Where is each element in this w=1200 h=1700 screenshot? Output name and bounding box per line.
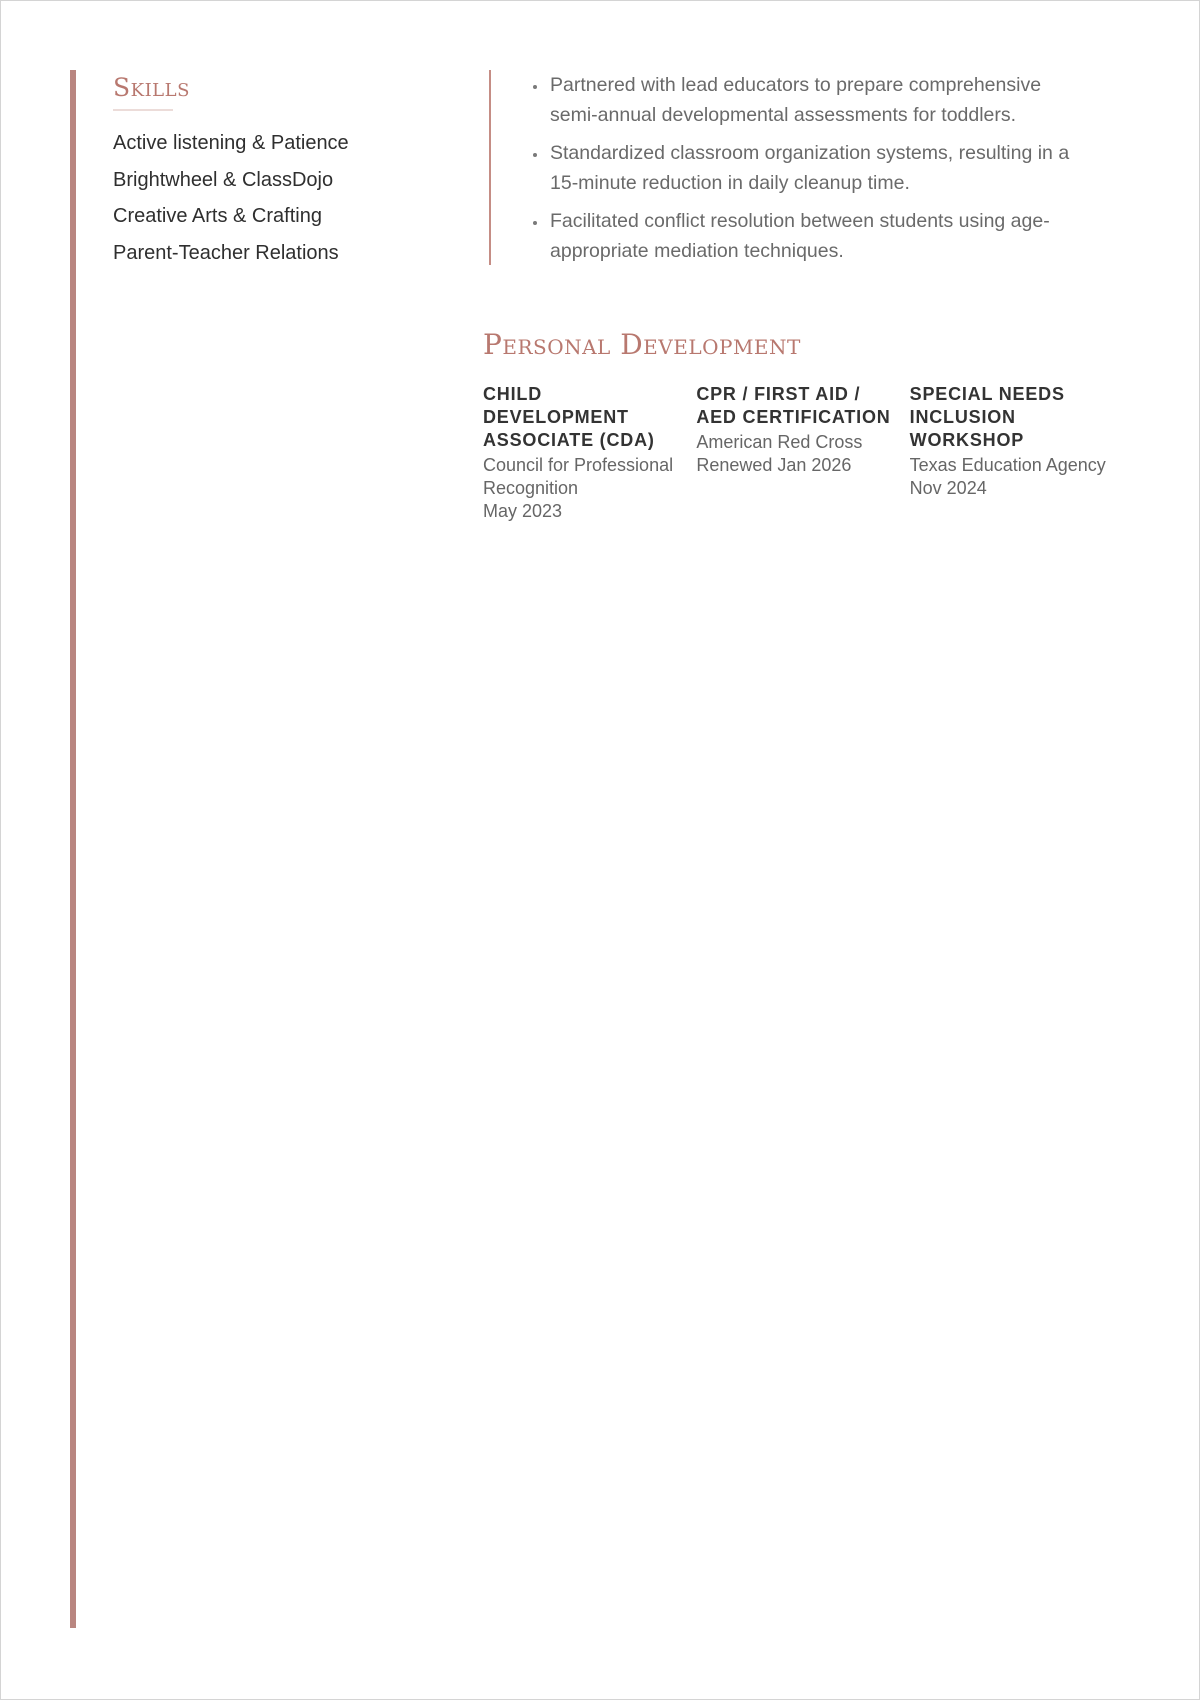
- experience-bullets: [489, 70, 1091, 265]
- certification-grid: [483, 383, 1123, 523]
- personal-development-heading: Personal Development: [483, 328, 801, 361]
- skills-heading-underline: [113, 109, 173, 111]
- experience-bullet: • Facilitated conflict resolution between students using age-appropriate mediation techniques.: [548, 206, 1091, 266]
- certification-date: May 2023: [483, 501, 563, 521]
- accent-bar: [70, 70, 76, 1628]
- certification-item: [910, 383, 1123, 523]
- certification-date: Nov 2024: [909, 478, 987, 498]
- certification-name: CHILD DEVELOPMENT ASSOCIATE (CDA): [483, 384, 655, 450]
- certification-organization: Council for Professional Recognition: [483, 455, 674, 498]
- skill-item: Brightwheel & ClassDojo: [113, 168, 334, 191]
- experience-bullet: • Standardized classroom organization systems, resulting in a 15-minute reduction in daily cleanup time.: [548, 138, 1091, 198]
- skill-item: Creative Arts & Crafting: [113, 205, 322, 227]
- skill-item: Parent-Teacher Relations: [113, 241, 339, 264]
- certification-item: [696, 383, 909, 523]
- certification-organization: Texas Education Agency: [909, 455, 1106, 475]
- experience-bullet: • Partnered with lead educators to prepare comprehensive semi-annual developmental assessments for toddlers.: [548, 70, 1091, 130]
- certification-item: [483, 383, 696, 523]
- certification-name: SPECIAL NEEDS INCLUSION WORKSHOP: [909, 384, 1065, 450]
- certification-name: CPR / FIRST AID / AED CERTIFICATION: [696, 384, 891, 427]
- personal-development-section: [483, 327, 1123, 523]
- skills-list: [113, 129, 443, 267]
- skill-item: Active listening & Patience: [113, 132, 349, 154]
- experience-bullet-list: [491, 70, 1091, 266]
- skills-heading: Skills: [113, 73, 190, 102]
- skills-section: [113, 73, 443, 275]
- certification-date: Renewed Jan 2026: [696, 455, 852, 475]
- certification-organization: American Red Cross: [696, 432, 863, 452]
